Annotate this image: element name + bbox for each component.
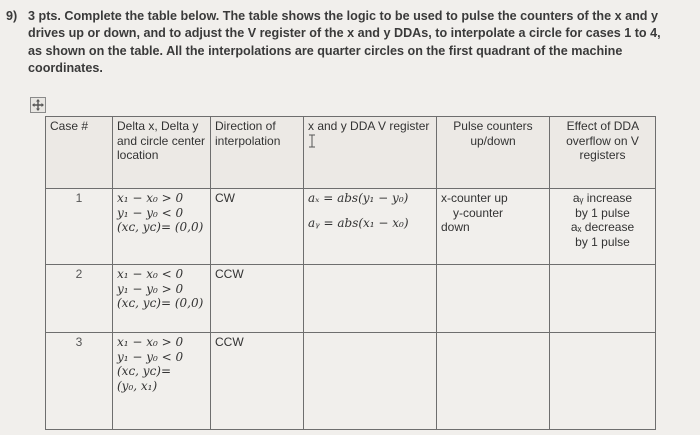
delta-cell: x₁ − x₀ < 0 y₁ − y₀ > 0 (xᴄ, yᴄ)= (0,0) — [113, 265, 211, 333]
case-cell: 3 — [46, 333, 113, 430]
dda-register-cell[interactable] — [304, 265, 437, 333]
overflow-effect-cell[interactable] — [550, 333, 656, 430]
header-pulse-counters: Pulse counters up/down — [437, 117, 550, 189]
case-cell: 1 — [46, 189, 113, 265]
header-dda-register: x and y DDA V register — [304, 117, 437, 189]
overflow-effect-cell[interactable] — [550, 265, 656, 333]
delta-cell: x₁ − x₀ > 0 y₁ − y₀ < 0 (xᴄ, yᴄ)= (0,0) — [113, 189, 211, 265]
text-cursor-icon — [308, 134, 316, 148]
table-header-row — [46, 117, 656, 189]
question-number: 9) — [6, 9, 18, 23]
logic-table — [45, 116, 656, 430]
header-overflow-effect: Effect of DDA overflow on V registers — [550, 117, 656, 189]
direction-cell[interactable]: CW — [211, 189, 304, 265]
pulse-counters-cell[interactable]: x-counter up y-counter down — [437, 189, 550, 265]
move-icon — [32, 99, 44, 111]
overflow-effect-cell[interactable]: aᵧ increase by 1 pulse aₓ decrease by 1 pulse — [550, 189, 656, 265]
delta-cell: x₁ − x₀ > 0 y₁ − y₀ < 0 (xᴄ, yᴄ)= (y₀, x₁) — [113, 333, 211, 430]
header-case: Case # — [46, 117, 113, 189]
header-delta: Delta x, Delta y and circle center location — [113, 117, 211, 189]
dda-register-cell[interactable]: aₓ = abs(y₁ − y₀) aᵧ = abs(x₁ − x₀) — [304, 189, 437, 265]
pulse-counters-cell[interactable] — [437, 333, 550, 430]
table-row — [46, 265, 656, 333]
pulse-counters-cell[interactable] — [437, 265, 550, 333]
header-direction: Direction of interpolation — [211, 117, 304, 189]
table-row — [46, 333, 656, 430]
case-cell: 2 — [46, 265, 113, 333]
question-text: 3 pts. Complete the table below. The table shows the logic to be used to pulse the counters of the x and y drives up or down, and to adjust the V register of the x and y DDAs, to interpolate a circle for cases 1 to 4, as shown on the table. All the interpolations are quarter circles on the first quadrant of the machine coordinates. — [28, 9, 661, 76]
direction-cell[interactable]: CCW — [211, 265, 304, 333]
dda-register-cell[interactable] — [304, 333, 437, 430]
table-row — [46, 189, 656, 265]
direction-cell[interactable]: CCW — [211, 333, 304, 430]
table-move-handle[interactable] — [30, 97, 46, 113]
